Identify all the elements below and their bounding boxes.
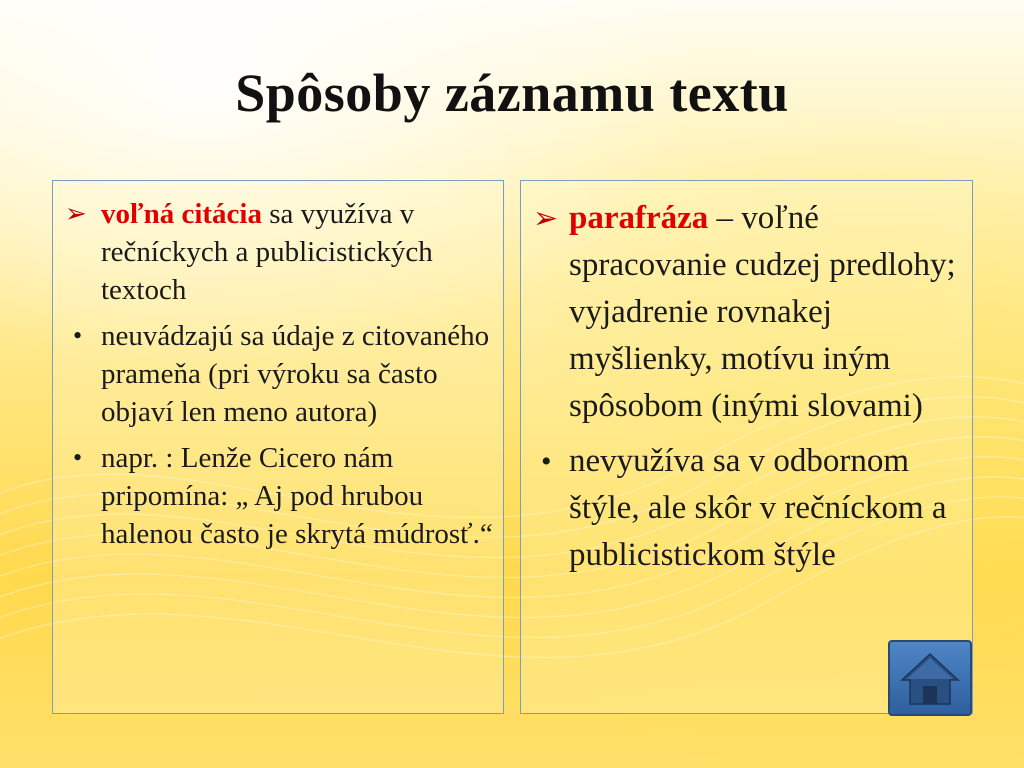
home-button[interactable] xyxy=(888,640,972,716)
list-item xyxy=(53,195,497,309)
list-item-text: neuvádzajú sa údaje z citovaného prameňa (pri výroku sa často objaví len meno autora) xyxy=(101,320,490,428)
right-panel-paraphrase xyxy=(520,180,973,714)
dot-bullet-icon: • xyxy=(73,321,83,350)
right-bullet-list xyxy=(521,181,972,579)
arrow-bullet-icon: ➢ xyxy=(533,202,559,235)
list-item xyxy=(521,195,968,430)
list-item xyxy=(53,317,497,431)
page-title: Spôsoby záznamu textu xyxy=(235,63,789,123)
list-item xyxy=(53,439,497,553)
dot-bullet-icon: • xyxy=(541,445,552,478)
keyword-free-citation: voľná citácia xyxy=(101,198,262,230)
list-item-text: nevyužíva sa v odbornom štýle, ale skôr v rečníckom a publicistickom štýle xyxy=(569,443,947,573)
left-bullet-list xyxy=(53,181,503,553)
list-item-text: – voľné spracovanie cudzej predlohy; vyjadrenie rovnakej myšlienky, motívu iným spôsobom (inými slovami) xyxy=(569,200,956,424)
dot-bullet-icon: • xyxy=(73,443,83,472)
list-item-text: napr. : Lenže Cicero nám pripomína: „ Aj pod hrubou halenou často je skrytá múdrosť.“ xyxy=(101,442,493,550)
left-panel-free-citation xyxy=(52,180,504,714)
list-item-text: sa využíva v rečníckych a publicistických textoch xyxy=(101,198,433,306)
arrow-bullet-icon: ➢ xyxy=(65,199,87,228)
keyword-paraphrase: parafráza xyxy=(569,200,709,236)
list-item xyxy=(521,438,968,579)
home-icon xyxy=(890,642,970,714)
